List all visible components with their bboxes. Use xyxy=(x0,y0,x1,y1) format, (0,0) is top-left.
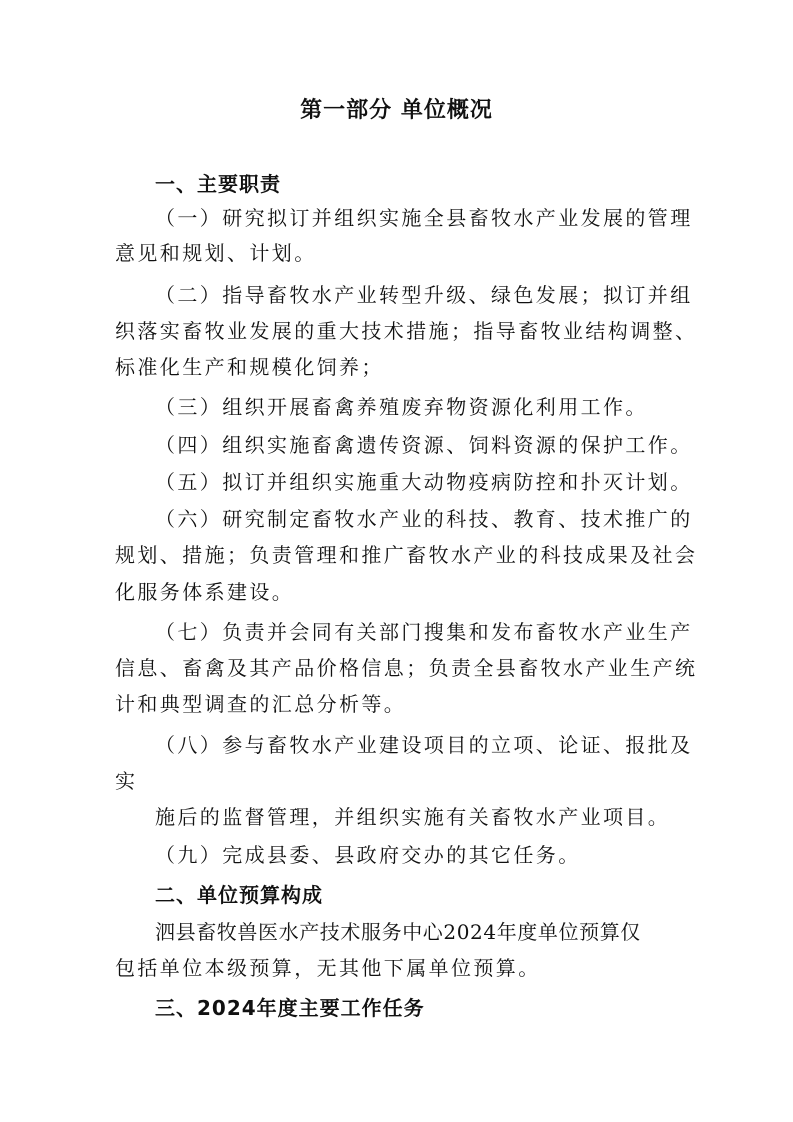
budget-line: 泗县畜牧兽医水产技术服务中心2024年度单位预算仅 xyxy=(155,920,641,944)
duty-line: 计和典型调查的汇总分析等。 xyxy=(115,692,407,716)
duty-line: （四）组织实施畜禽遗传资源、饲料资源的保护工作。 xyxy=(155,433,693,457)
duty-line: （五）拟订并组织实施重大动物疫病防控和扑灭计划。 xyxy=(155,470,693,494)
page-title: 第一部分 单位概况 xyxy=(300,98,493,123)
duty-line: 织落实畜牧业发展的重大技术措施；指导畜牧业结构调整、 xyxy=(115,319,698,343)
duty-line: （一）研究拟订并组织实施全县畜牧水产业发展的管理 xyxy=(155,206,693,230)
section-heading-budget: 二、单位预算构成 xyxy=(155,883,323,907)
duty-line: （八）参与畜牧水产业建设项目的立项、论证、报批及 xyxy=(155,733,693,757)
section-heading-tasks: 三、2024年度主要工作任务 xyxy=(155,996,425,1020)
duty-line: 实 xyxy=(115,769,138,793)
duty-line: （六）研究制定畜牧水产业的科技、教育、技术推广的 xyxy=(155,507,693,531)
duty-line: （七）负责并会同有关部门搜集和发布畜牧水产业生产 xyxy=(155,620,693,644)
duty-line: 信息、畜禽及其产品价格信息；负责全县畜牧水产业生产统 xyxy=(115,656,698,680)
duty-line: 施后的监督管理，并组织实施有关畜牧水产业项目。 xyxy=(155,805,671,829)
budget-line: 包括单位本级预算，无其他下属单位预算。 xyxy=(115,956,541,980)
duty-line: （三）组织开展畜禽养殖废弃物资源化利用工作。 xyxy=(155,395,648,419)
duty-line: 标准化生产和规模化饲养； xyxy=(115,355,384,379)
duty-line: （九）完成县委、县政府交办的其它任务。 xyxy=(155,843,581,867)
section-heading-duties: 一、主要职责 xyxy=(155,172,281,196)
duty-line: 规划、措施；负责管理和推广畜牧水产业的科技成果及社会 xyxy=(115,543,698,567)
duty-line: （二）指导畜牧水产业转型升级、绿色发展；拟订并组 xyxy=(155,283,693,307)
duty-line: 意见和规划、计划。 xyxy=(115,241,317,265)
duty-line: 化服务体系建设。 xyxy=(115,580,295,604)
